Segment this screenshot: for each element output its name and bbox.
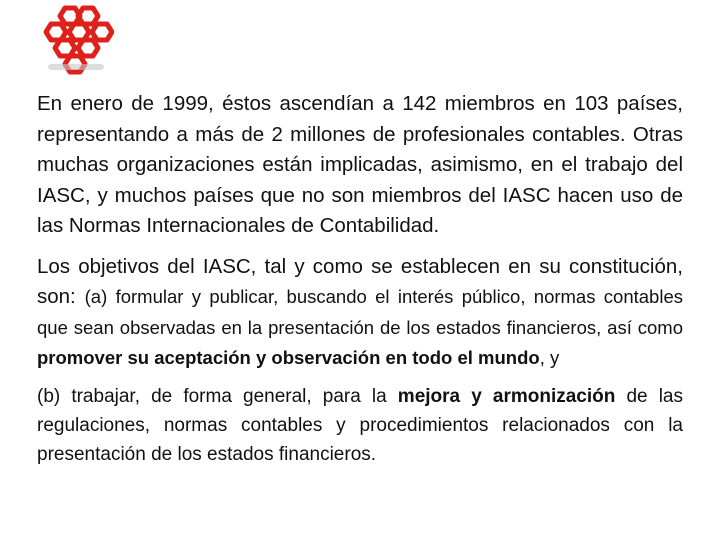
paragraph-objectives [37, 252, 683, 374]
paragraph-objective-b [37, 382, 683, 469]
paragraph-members: En enero de 1999, éstos ascendían a 142 miembros en 103 países, representando a más de 2 millones de profesionales contables. Otras muchas organizaciones están implicadas, asimismo, en el trabajo del IASC, y muchos países que no son miembros del IASC hacen uso de las Normas Internacionales de Contabilidad. [37, 92, 683, 237]
objectives-lead: Los objetivos del IASC, tal y como se establecen en su constitución, son: [37, 254, 683, 308]
logo-icon [38, 4, 114, 76]
objective-b-lead: (b) trabajar, de forma general, para la [37, 385, 398, 407]
objective-b-bold: mejora y armonización [397, 385, 616, 407]
objective-b-tail: de las regulaciones, normas contables y procedimientos relacionados con la presentación de los estados financieros. [37, 385, 683, 465]
objectives-body: (a) formular y publicar, buscando el interés público, normas contables que sean observadas en la presentación de los estados financieros, así como [37, 286, 683, 338]
flower-logo-graphic [38, 4, 114, 76]
objectives-bold: promover su aceptación y observación en todo el mundo [37, 347, 540, 368]
document-body [37, 89, 683, 469]
objectives-tail: , y [539, 347, 560, 368]
